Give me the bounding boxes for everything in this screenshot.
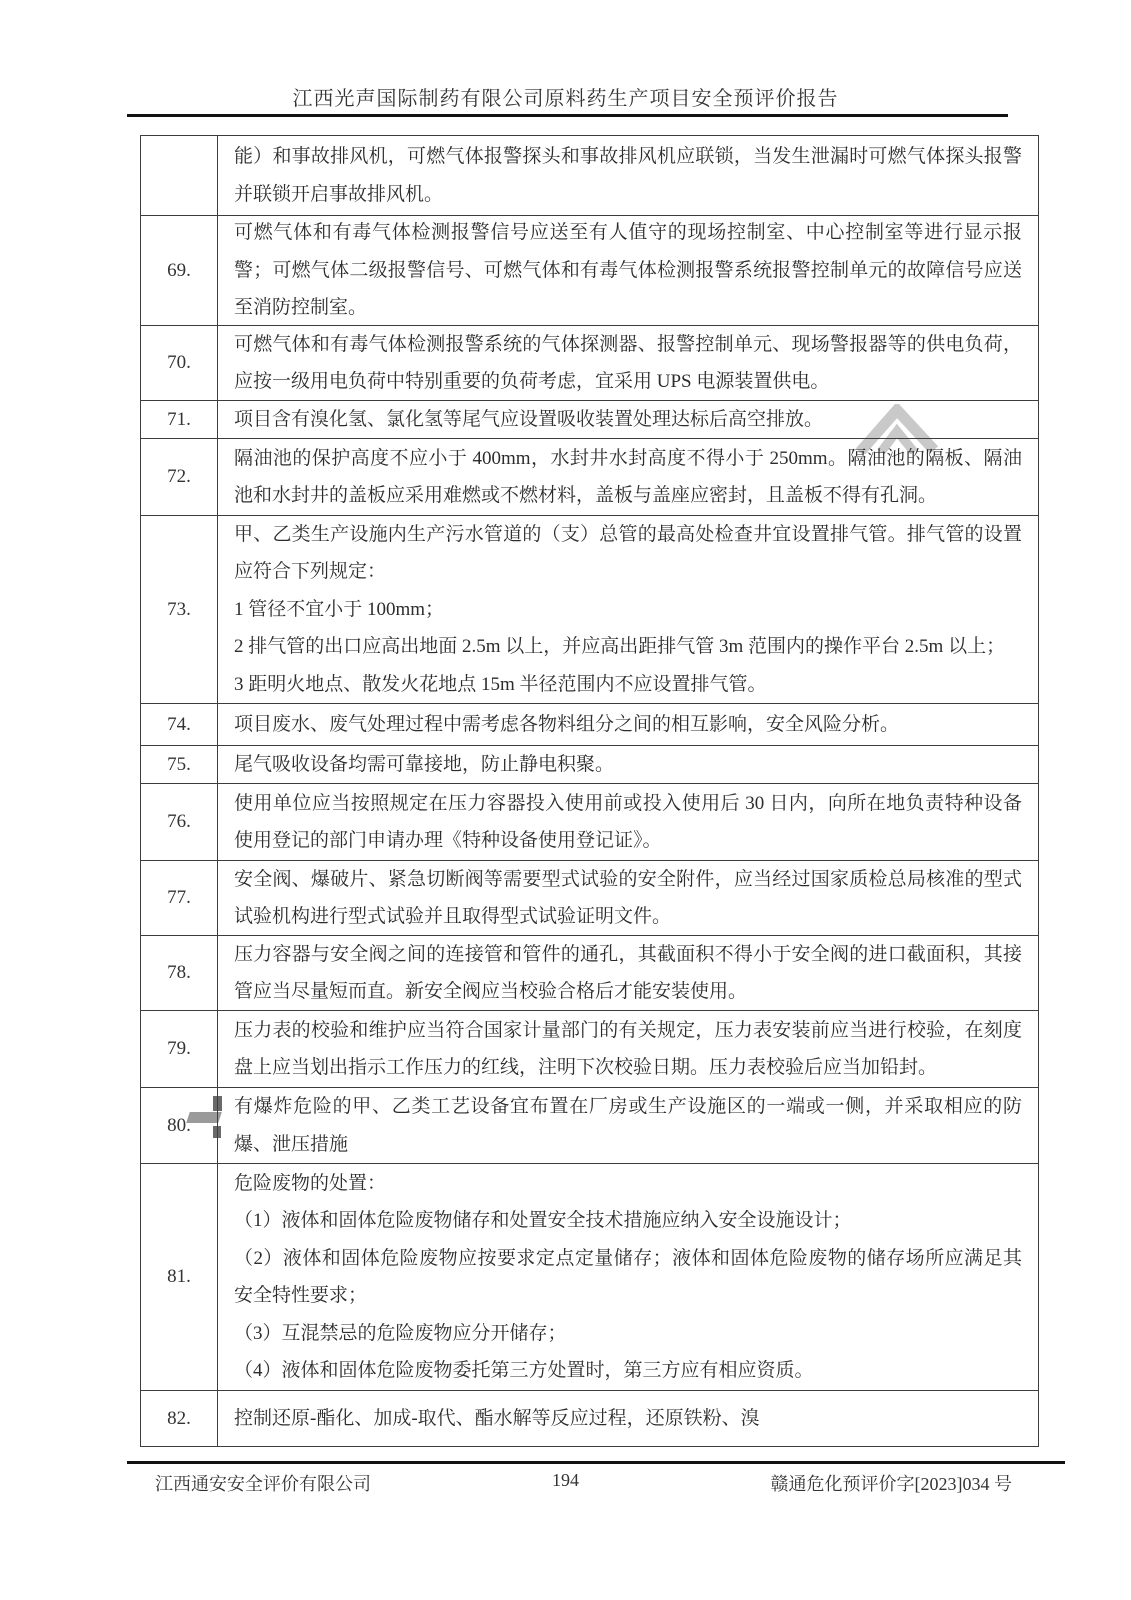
table-row [141, 401, 1038, 439]
row-content-cell [218, 136, 1038, 215]
row-number-cell: 73. [141, 516, 218, 703]
paragraph: 可燃气体和有毒气体检测报警系统的气体探测器、报警控制单元、现场警报器等的供电负荷，应按一级用电负荷中特别重要的负荷考虑，宜采用 UPS 电源装置供电。 [234, 333, 1022, 392]
paragraph: 1 管径不宜小于 100mm； [234, 598, 445, 620]
row-content-cell [218, 936, 1038, 1010]
row-content-cell [218, 1391, 1038, 1446]
paragraph: 项目含有溴化氢、氯化氢等尾气应设置吸收装置处理达标后高空排放。 [234, 408, 824, 430]
table-row [141, 326, 1038, 401]
row-number-cell: 77. [141, 861, 218, 935]
row-content-cell [218, 401, 1038, 438]
paragraph: （1）液体和固体危险废物储存和处置安全技术措施应纳入安全设施设计； [234, 1210, 852, 1231]
row-number-cell: 80. [141, 1088, 218, 1163]
table-row [141, 784, 1038, 861]
footer-company: 江西通安安全评价有限公司 [155, 1474, 371, 1494]
paragraph: 隔油池的保护高度不应小于 400mm，水封井水封高度不得小于 250mm。隔油池的隔板、隔油池和水封井的盖板应采用难燃或不燃材料，盖板与盖座应密封，且盖板不得有孔洞。 [234, 447, 1022, 506]
table-row [141, 136, 1038, 216]
row-number-cell: 72. [141, 439, 218, 515]
row-content-cell [218, 704, 1038, 745]
footer-rule [127, 1461, 1065, 1464]
row-number-cell: 74. [141, 704, 218, 745]
table-row [141, 936, 1038, 1011]
row-number-cell: 75. [141, 746, 218, 783]
paragraph: 控制还原-酯化、加成-取代、酯水解等反应过程，还原铁粉、溴 [234, 1407, 760, 1429]
paragraph: 危险废物的处置： [234, 1172, 387, 1194]
footer-doc-number: 赣通危化预评价字[2023]034 号 [770, 1474, 1012, 1494]
row-content-cell [218, 784, 1038, 860]
row-content-cell [218, 439, 1038, 515]
review-table [140, 135, 1039, 1447]
paragraph: （2）液体和固体危险废物应按要求定点定量储存；液体和固体危险废物的储存场所应满足其安全特性要求； [234, 1247, 1022, 1306]
paragraph: 可燃气体和有毒气体检测报警信号应送至有人值守的现场控制室、中心控制室等进行显示报警；可燃气体二级报警信号、可燃气体和有毒气体检测报警系统报警控制单元的故障信号应送至消防控制室。 [234, 222, 1022, 319]
page-title: 江西光声国际制药有限公司原料药生产项目安全预评价报告 [292, 88, 839, 110]
row-number-cell: 82. [141, 1391, 218, 1446]
paragraph: 使用单位应当按照规定在压力容器投入使用前或投入使用后 30 日内，向所在地负责特种设备使用登记的部门申请办理《特种设备使用登记证》。 [234, 792, 1022, 851]
paragraph: 甲、乙类生产设施内生产污水管道的（支）总管的最高处检查井宜设置排气管。排气管的设置应符合下列规定： [234, 523, 1022, 583]
row-content-cell [218, 326, 1038, 400]
table-row [141, 704, 1038, 746]
footer-page-number: 194 [552, 1470, 579, 1490]
paragraph: 有爆炸危险的甲、乙类工艺设备宜布置在厂房或生产设施区的一端或一侧，并采取相应的防爆、泄压措施 [234, 1096, 1022, 1155]
table-row [141, 516, 1038, 704]
paragraph: 2 排气管的出口应高出地面 2.5m 以上，并应高出距排气管 3m 范围内的操作平台 2.5m 以上； [234, 636, 1006, 658]
table-row [141, 861, 1038, 936]
row-number-cell: 78. [141, 936, 218, 1010]
row-content-cell [218, 1164, 1038, 1390]
header-rule [127, 114, 1008, 117]
table-row [141, 1391, 1038, 1446]
paragraph: 压力容器与安全阀之间的连接管和管件的通孔，其截面积不得小于安全阀的进口截面积，其接管应当尽量短而直。新安全阀应当校验合格后才能安装使用。 [234, 943, 1022, 1002]
row-content-cell [218, 861, 1038, 935]
row-number-cell: 70. [141, 326, 218, 400]
row-content-cell [218, 1088, 1038, 1163]
row-content-cell [218, 746, 1038, 783]
row-number-cell: 71. [141, 401, 218, 438]
row-content-cell [218, 1011, 1038, 1087]
row-number-cell: 79. [141, 1011, 218, 1087]
paragraph: 安全阀、爆破片、紧急切断阀等需要型式试验的安全附件，应当经过国家质检总局核准的型式试验机构进行型式试验并且取得型式试验证明文件。 [234, 868, 1022, 927]
table-row [141, 439, 1038, 516]
paragraph: 3 距明火地点、散发火花地点 15m 半径范围内不应设置排气管。 [234, 673, 767, 695]
paragraph: 压力表的校验和维护应当符合国家计量部门的有关规定，压力表安装前应当进行校验，在刻度盘上应当划出指示工作压力的红线，注明下次校验日期。压力表校验后应当加铅封。 [234, 1019, 1022, 1078]
row-number-cell [141, 136, 218, 215]
table-row [141, 1088, 1038, 1164]
paragraph: （4）液体和固体危险废物委托第三方处置时，第三方应有相应资质。 [234, 1360, 814, 1381]
paragraph: （3）互混禁忌的危险废物应分开储存； [234, 1322, 567, 1344]
row-content-cell [218, 216, 1038, 325]
paragraph: 尾气吸收设备均需可靠接地，防止静电积聚。 [234, 753, 615, 775]
row-number-cell: 76. [141, 784, 218, 860]
row-content-cell [218, 516, 1038, 703]
paragraph: 项目废水、废气处理过程中需考虑各物料组分之间的相互影响，安全风险分析。 [234, 713, 900, 735]
table-row [141, 746, 1038, 784]
row-number-cell: 69. [141, 216, 218, 325]
paragraph: 能）和事故排风机，可燃气体报警探头和事故排风机应联锁，当发生泄漏时可燃气体探头报警并联锁开启事故排风机。 [234, 146, 1022, 205]
table-row [141, 1164, 1038, 1391]
table-row [141, 216, 1038, 326]
row-number-cell: 81. [141, 1164, 218, 1390]
table-row [141, 1011, 1038, 1088]
